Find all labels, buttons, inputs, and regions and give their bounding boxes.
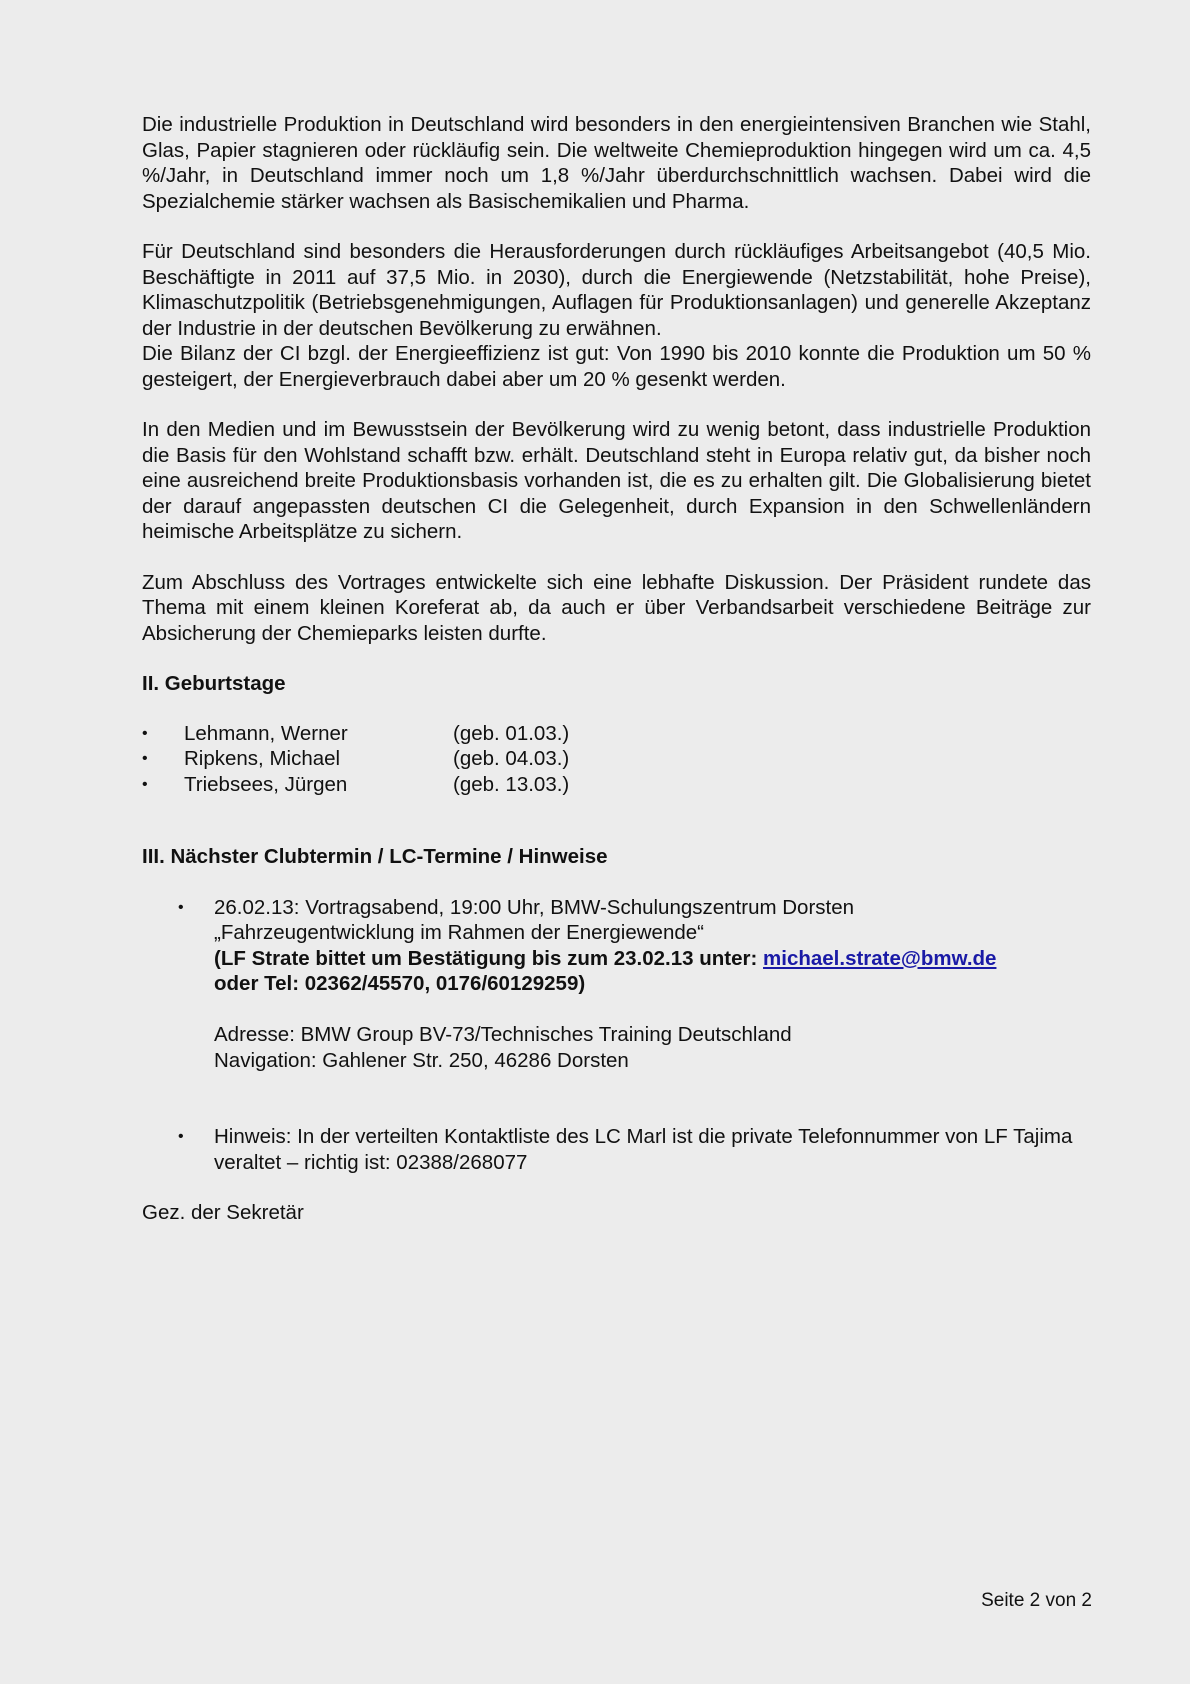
paragraph-energy-balance: Die Bilanz der CI bzgl. der Energieeffizienz ist gut: Von 1990 bis 2010 konnte die Produktion um 50 % gesteigert, der Energieverbrauch dabei aber um 20 % gesenkt werden. [142, 342, 1091, 391]
birthday-list [142, 721, 1091, 798]
spacer [214, 1073, 1091, 1124]
birthday-name: Triebsees, Jürgen [184, 772, 348, 796]
events-list [142, 895, 1091, 1176]
list-item [142, 746, 1091, 772]
birthday-date: (geb. 01.03.) [453, 721, 570, 745]
rsvp-text: (LF Strate bittet um Bestätigung bis zum 23.02.13 unter: [214, 946, 764, 970]
email-link[interactable]: michael.strate@bmw.de [763, 946, 997, 970]
birthday-date: (geb. 04.03.) [453, 747, 570, 770]
birthday-name: Ripkens, Michael [184, 747, 341, 770]
list-item [142, 772, 1091, 798]
paragraph-media: In den Medien und im Bewusstsein der Bevölkerung wird zu wenig betont, dass industrielle Produktion die Basis für den Wohlstand schafft bzw. erhält. Deutschland steht in Europa relativ gut, da bisher noch eine ausreichend breite Produktionsbasis vorhanden ist, die es zu erhalten gilt. Die Globalisierung bietet der darauf angepassten deutschen CI die Gelegenheit, durch Expansion in den Schwellenländern heimische Arbeitsplätze zu sichern. [142, 418, 1091, 543]
event-item-notice [142, 1124, 1091, 1175]
event-navigation: Navigation: Gahlener Str. 250, 46286 Dorsten [214, 1048, 629, 1072]
birthdays-heading: II. Geburtstage [142, 672, 286, 695]
spacer [214, 997, 1091, 1023]
birthday-date: (geb. 13.03.) [453, 772, 570, 796]
notice-text: • Hinweis: In der verteilten Kontaktliste des LC Marl ist die private Telefonnummer von LF Tajima veraltet – richtig ist: 02388/268077 [214, 1125, 1073, 1174]
paragraph-conclusion: Zum Abschluss des Vortrages entwickelte sich eine lebhafte Diskussion. Der Präsident rundete das Thema mit einem kleinen Koreferat ab, da auch er über Verbandsarbeit verschiedene Beiträge zur Absicherung der Chemieparks leisten durfte. [142, 570, 1091, 645]
birthday-name: Lehmann, Werner [184, 721, 348, 745]
paragraph-industrial-production: Die industrielle Produktion in Deutschland wird besonders in den energieintensiven Branchen wie Stahl, Glas, Papier stagnieren oder rückläufig sein. Die weltweite Chemieproduktion hingegen wird um ca. 4,5 %/Jahr, in Deutschland immer noch um 1,8 %/Jahr überdurchschnittlich wachsen. Dabei wird die Spezialchemie stärker wachsen als Basischemikalien und Pharma. [142, 113, 1091, 213]
page-number: Seite 2 von 2 [981, 1590, 1092, 1611]
event-item-lecture [142, 895, 1091, 1125]
events-heading: III. Nächster Clubtermin / LC-Termine / Hinweise [142, 845, 608, 868]
event-date-line: • 26.02.13: Vortragsabend, 19:00 Uhr, BMW-Schulungszentrum Dorsten [214, 895, 855, 919]
paragraph-challenges: Für Deutschland sind besonders die Herausforderungen durch rückläufiges Arbeitsangebot (40,5 Mio. Beschäftigte in 2011 auf 37,5 Mio. in 2030), durch die Energiewende (Netzstabilität, hohe Preise), Klimaschutzpolitik (Betriebsgenehmigungen, Auflagen für Produktionsanlagen) und generelle Akzeptanz der Industrie in der deutschen Bevölkerung zu erwähnen. [142, 240, 1091, 340]
list-item [142, 721, 1091, 747]
event-title: „Fahrzeugentwicklung im Rahmen der Energiewende“ [214, 921, 704, 944]
event-address: Adresse: BMW Group BV-73/Technisches Training Deutschland [214, 1023, 792, 1046]
signature: Gez. der Sekretär [142, 1201, 304, 1224]
event-rsvp [214, 946, 1091, 972]
event-phone: oder Tel: 02362/45570, 0176/60129259) [214, 972, 586, 995]
